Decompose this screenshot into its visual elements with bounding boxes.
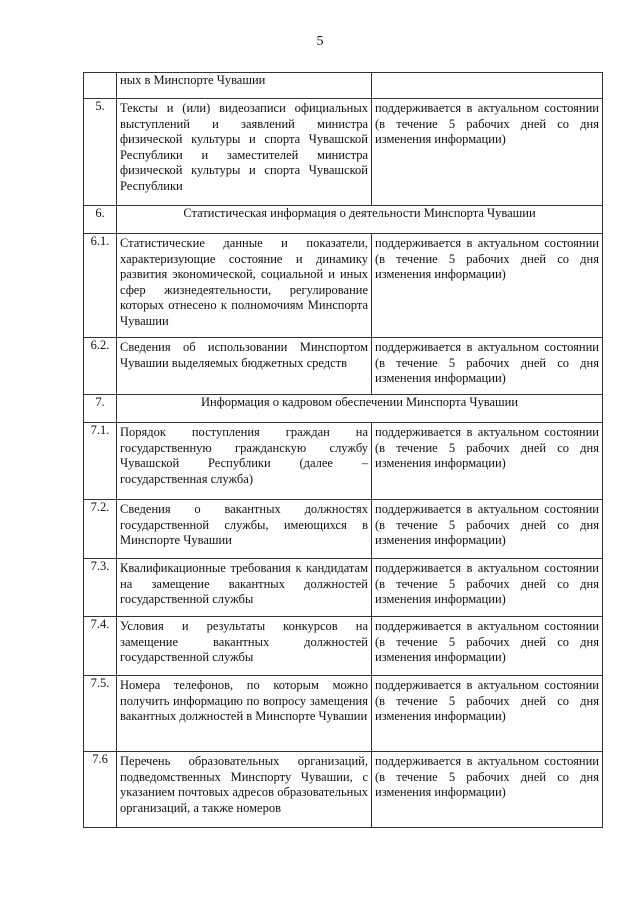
table-row	[84, 676, 603, 752]
table-row	[84, 423, 603, 500]
table-row	[84, 752, 603, 828]
section-row	[84, 395, 603, 423]
row-number: 5.	[84, 99, 117, 206]
row-period	[372, 73, 603, 99]
table-row	[84, 99, 603, 206]
row-period: поддерживается в актуальном состоянии (в течение 5 рабочих дней со дня изменения информации)	[375, 101, 599, 146]
row-number: 7.2.	[84, 500, 117, 559]
section-number: 6.	[84, 206, 117, 234]
row-name: Квалификационные требования к кандидатам на замещение вакантных должностей государственной службы	[120, 561, 368, 606]
section-number: 7.	[84, 395, 117, 423]
row-name: ных в Минспорте Чувашии	[117, 73, 372, 99]
row-period: поддерживается в актуальном состоянии (в течение 5 рабочих дней со дня изменения информации)	[375, 561, 599, 606]
row-name: Сведения о вакантных должностях государственной службы, имеющихся в Минспорте Чувашии	[120, 502, 368, 547]
row-number: 6.1.	[84, 234, 117, 338]
row-period: поддерживается в актуальном состоянии (в течение 5 рабочих дней со дня изменения информации)	[375, 425, 599, 470]
row-period: поддерживается в актуальном состоянии (в течение 5 рабочих дней со дня изменения информации)	[375, 678, 599, 723]
row-name: Перечень образовательных организаций, подведомственных Минспорту Чувашии, с указанием почтовых адресов образовательных организаций, а также номеров	[120, 754, 368, 815]
row-period: поддерживается в актуальном состоянии (в течение 5 рабочих дней со дня изменения информации)	[375, 619, 599, 664]
table-row	[84, 617, 603, 676]
row-name: Условия и результаты конкурсов на замещение вакантных должностей государственной службы	[120, 619, 368, 664]
table-row	[84, 500, 603, 559]
row-period: поддерживается в актуальном состоянии (в течение 5 рабочих дней со дня изменения информации)	[375, 754, 599, 799]
information-table	[83, 72, 603, 828]
section-title: Статистическая информация о деятельности Минспорта Чувашии	[117, 206, 603, 234]
page-number: 5	[316, 34, 324, 49]
row-number: 7.3.	[84, 559, 117, 617]
row-name: Тексты и (или) видеозаписи официальных выступлений и заявлений министра физической культуры и спорта Чувашской Республики и заместителей министра физической культуры и спорта Чувашской Республики	[120, 101, 368, 193]
table-row	[84, 73, 603, 99]
row-number: 7.1.	[84, 423, 117, 500]
section-row	[84, 206, 603, 234]
row-number	[84, 73, 117, 99]
row-period: поддерживается в актуальном состоянии (в течение 5 рабочих дней со дня изменения информации)	[375, 236, 599, 281]
row-name: Номера телефонов, по которым можно получить информацию по вопросу замещения вакантных должностей в Минспорте Чувашии	[120, 678, 368, 723]
row-period: поддерживается в актуальном состоянии (в течение 5 рабочих дней со дня изменения информации)	[375, 502, 599, 547]
row-number: 6.2.	[84, 338, 117, 395]
row-number: 7.4.	[84, 617, 117, 676]
table-row	[84, 234, 603, 338]
row-period: поддерживается в актуальном состоянии (в течение 5 рабочих дней со дня изменения информации)	[375, 340, 599, 385]
row-name: Статистические данные и показатели, характеризующие состояние и динамику развития экономической, социальной и иных сфер жизнедеятельности, регулирование которых отнесено к полномочиям Минспорта Чувашии	[120, 236, 368, 328]
row-number: 7.6	[84, 752, 117, 828]
row-name: Сведения об использовании Минспортом Чувашии выделяемых бюджетных средств	[120, 340, 368, 370]
section-title: Информация о кадровом обеспечении Минспорта Чувашии	[117, 395, 603, 423]
row-name: Порядок поступления граждан на государственную гражданскую службу Чувашской Республики (далее – государственная служба)	[120, 425, 368, 486]
table-row	[84, 559, 603, 617]
row-number: 7.5.	[84, 676, 117, 752]
table-row	[84, 338, 603, 395]
